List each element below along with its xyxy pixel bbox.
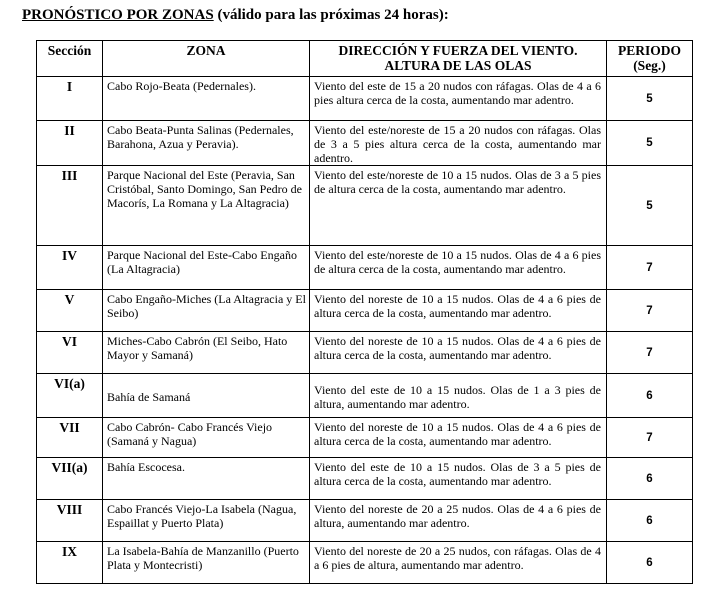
zone-cell: Bahía Escocesa. bbox=[103, 458, 310, 500]
table-row bbox=[37, 542, 693, 584]
period-cell: 6 bbox=[607, 374, 693, 418]
page-heading bbox=[22, 7, 449, 24]
wind-description-cell: Viento del noreste de 10 a 15 nudos. Olas de 4 a 6 pies de altura cerca de la costa, aumentando mar adentro. bbox=[310, 290, 607, 332]
table-row bbox=[37, 290, 693, 332]
wind-description-cell: Viento del este de 10 a 15 nudos. Olas de 3 a 5 pies de altura cerca de la costa, aumentando mar adentro. bbox=[310, 458, 607, 500]
wind-description-cell: Viento del este/noreste de 10 a 15 nudos. Olas de 3 a 5 pies de altura cerca de la costa, aumentando mar adentro. bbox=[310, 166, 607, 246]
header-period: PERIODO (Seg.) bbox=[607, 41, 693, 77]
period-cell: 6 bbox=[607, 458, 693, 500]
section-cell: VII(a) bbox=[37, 458, 103, 500]
wind-description-cell: Viento del noreste de 20 a 25 nudos. Olas de 4 a 6 pies de altura, aumentando mar adentro. bbox=[310, 500, 607, 542]
wind-description-cell: Viento del noreste de 20 a 25 nudos, con ráfagas. Olas de 4 a 6 pies de altura, aumentando mar adentro. bbox=[310, 542, 607, 584]
period-cell: 5 bbox=[607, 77, 693, 121]
period-cell: 7 bbox=[607, 332, 693, 374]
zone-cell: Cabo Beata-Punta Salinas (Pedernales, Barahona, Azua y Peravia). bbox=[103, 121, 310, 166]
section-cell: V bbox=[37, 290, 103, 332]
forecast-table bbox=[36, 40, 693, 584]
period-cell: 5 bbox=[607, 166, 693, 246]
header-section: Sección bbox=[37, 41, 103, 77]
table-row bbox=[37, 418, 693, 458]
table-row bbox=[37, 374, 693, 418]
header-zone: ZONA bbox=[103, 41, 310, 77]
heading-subtitle: (válido para las próximas 24 horas): bbox=[217, 7, 449, 23]
zone-cell: Cabo Francés Viejo-La Isabela (Nagua, Espaillat y Puerto Plata) bbox=[103, 500, 310, 542]
wind-description-cell: Viento del noreste de 10 a 15 nudos. Olas de 4 a 6 pies de altura cerca de la costa, aumentando mar adentro. bbox=[310, 418, 607, 458]
zone-cell: Parque Nacional del Este (Peravia, San Cristóbal, Santo Domingo, San Pedro de Macorís, La Romana y La Altagracia) bbox=[103, 166, 310, 246]
section-cell: III bbox=[37, 166, 103, 246]
table-row bbox=[37, 332, 693, 374]
period-cell: 6 bbox=[607, 542, 693, 584]
wind-description-cell: Viento del este de 10 a 15 nudos. Olas de 1 a 3 pies de altura, aumentando mar adentro. bbox=[310, 374, 607, 418]
period-cell: 7 bbox=[607, 418, 693, 458]
table-row bbox=[37, 500, 693, 542]
wind-description-cell: Viento del este/noreste de 15 a 20 nudos con ráfagas. Olas de 3 a 5 pies altura cerca de la costa, aumentando mar adentro. bbox=[310, 121, 607, 166]
zone-cell: Cabo Rojo-Beata (Pedernales). bbox=[103, 77, 310, 121]
zone-cell: Cabo Cabrón- Cabo Francés Viejo (Samaná y Nagua) bbox=[103, 418, 310, 458]
heading-title: PRONÓSTICO POR ZONAS bbox=[22, 7, 214, 23]
table-row bbox=[37, 166, 693, 246]
section-cell: IV bbox=[37, 246, 103, 290]
period-cell: 7 bbox=[607, 246, 693, 290]
table-header-row bbox=[37, 41, 693, 77]
period-cell: 7 bbox=[607, 290, 693, 332]
period-cell: 5 bbox=[607, 121, 693, 166]
section-cell: II bbox=[37, 121, 103, 166]
period-cell: 6 bbox=[607, 500, 693, 542]
zone-cell: La Isabela-Bahía de Manzanillo (Puerto Plata y Montecristi) bbox=[103, 542, 310, 584]
section-cell: VI(a) bbox=[37, 374, 103, 418]
zone-cell: Bahía de Samaná bbox=[103, 374, 310, 418]
table-row bbox=[37, 246, 693, 290]
header-wind: DIRECCIÓN Y FUERZA DEL VIENTO. ALTURA DE LAS OLAS bbox=[310, 41, 607, 77]
table-row bbox=[37, 77, 693, 121]
zone-cell: Cabo Engaño-Miches (La Altagracia y El Seibo) bbox=[103, 290, 310, 332]
zone-cell: Miches-Cabo Cabrón (El Seibo, Hato Mayor y Samaná) bbox=[103, 332, 310, 374]
table-row bbox=[37, 121, 693, 166]
wind-description-cell: Viento del noreste de 10 a 15 nudos. Olas de 4 a 6 pies de altura cerca de la costa, aumentando mar adentro. bbox=[310, 332, 607, 374]
wind-description-cell: Viento del este de 15 a 20 nudos con ráfagas. Olas de 4 a 6 pies altura cerca de la costa, aumentando mar adentro. bbox=[310, 77, 607, 121]
section-cell: VIII bbox=[37, 500, 103, 542]
wind-description-cell: Viento del este/noreste de 10 a 15 nudos. Olas de 4 a 6 pies de altura cerca de la costa, aumentando mar adentro. bbox=[310, 246, 607, 290]
table-row bbox=[37, 458, 693, 500]
section-cell: I bbox=[37, 77, 103, 121]
section-cell: VI bbox=[37, 332, 103, 374]
section-cell: VII bbox=[37, 418, 103, 458]
section-cell: IX bbox=[37, 542, 103, 584]
zone-cell: Parque Nacional del Este-Cabo Engaño (La Altagracia) bbox=[103, 246, 310, 290]
